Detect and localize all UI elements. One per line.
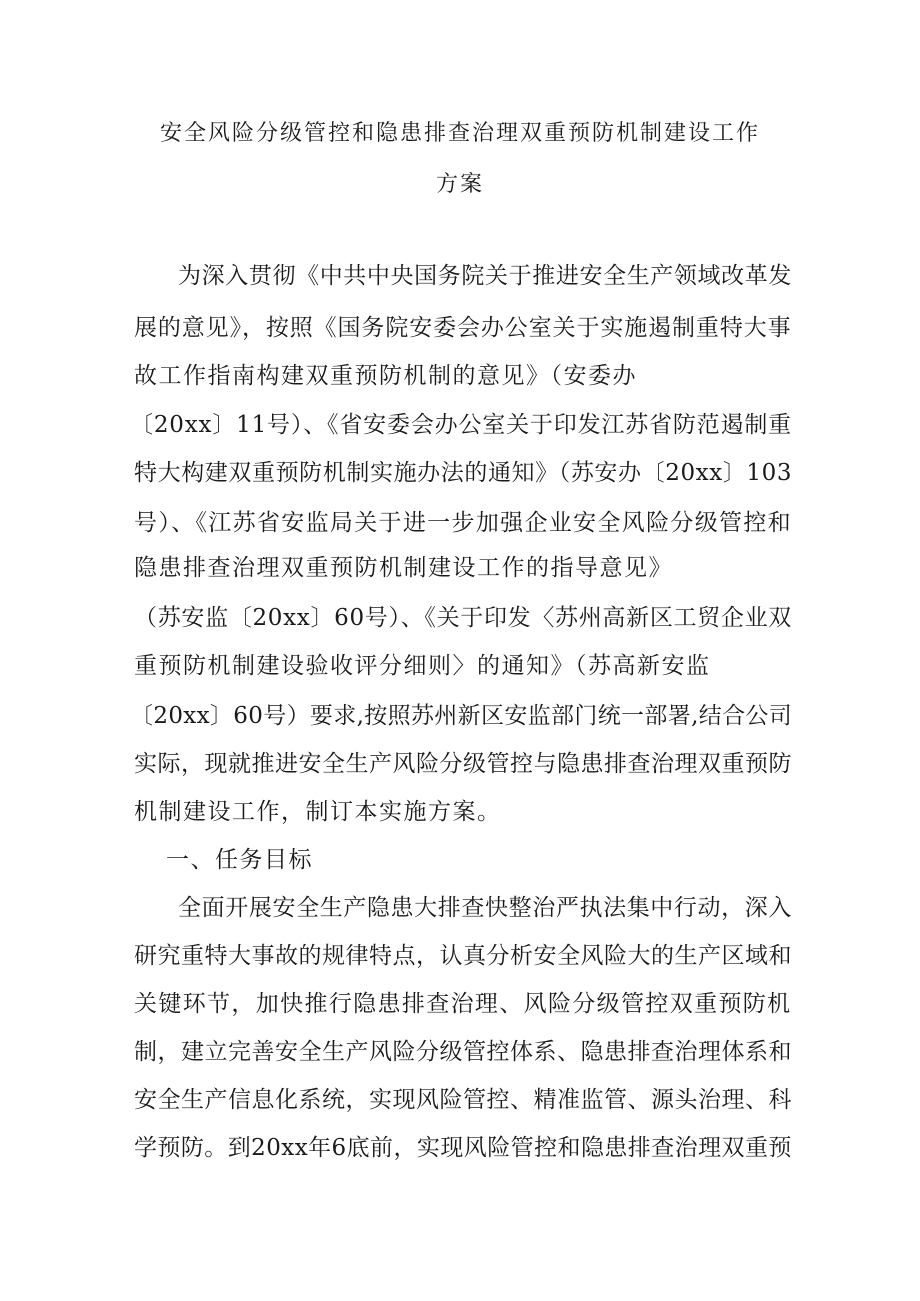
document-title-line-2: 方案 — [435, 172, 484, 197]
body-line: 〔20xx〕60号）要求,按照苏州新区安监部门统一部署,结合公司 — [130, 703, 793, 729]
body-line: 重预防机制建设验收评分细则〉的通知》（苏高新安监 — [134, 653, 711, 679]
body-line: 机制建设工作，制订本实施方案。 — [134, 799, 502, 825]
body-line: 号）、《江苏省安监局关于进一步加强企业安全风险分级管控和 — [134, 510, 792, 536]
body-line: 〔20xx〕11号）、《省安委会办公室关于印发江苏省防范遏制重 — [130, 412, 792, 438]
section-heading: 一、任务目标 — [166, 847, 313, 873]
body-line: 隐患排查治理双重预防机制建设工作的指导意见》 — [134, 555, 673, 581]
body-line: 展的意见》，按照《国务院安委会办公室关于实施遏制重特大事 — [134, 315, 792, 341]
body-line: （苏安监〔20xx〕60号）、《关于印发〈苏州高新区工贸企业双 — [134, 605, 792, 631]
body-line: 研究重特大事故的规律特点，认真分析安全风险大的生产区域和 — [134, 943, 792, 969]
body-line: 制，建立完善安全生产风险分级管控体系、隐患排查治理体系和 — [134, 1039, 792, 1065]
body-line: 安全生产信息化系统，实现风险管控、精准监管、源头治理、科 — [134, 1087, 792, 1113]
body-line: 特大构建双重预防机制实施办法的通知》（苏安办〔20xx〕103 — [134, 460, 793, 486]
body-line: 为深入贯彻《中共中央国务院关于推进安全生产领域改革发 — [178, 263, 792, 289]
body-line: 全面开展安全生产隐患大排查快整治严执法集中行动，深入 — [178, 895, 792, 921]
document-title-line-1: 安全风险分级管控和隐患排查治理双重预防机制建设工作 — [159, 121, 760, 146]
body-line: 故工作指南构建双重预防机制的意见》（安委办 — [134, 363, 637, 389]
body-line: 学预防。到20xx年6底前，实现风险管控和隐患排查治理双重预 — [134, 1135, 792, 1161]
body-line: 关键环节，加快推行隐患排查治理、风险分级管控双重预防机 — [134, 991, 792, 1017]
body-line: 实际，现就推进安全生产风险分级管控与隐患排查治理双重预防 — [134, 751, 792, 777]
